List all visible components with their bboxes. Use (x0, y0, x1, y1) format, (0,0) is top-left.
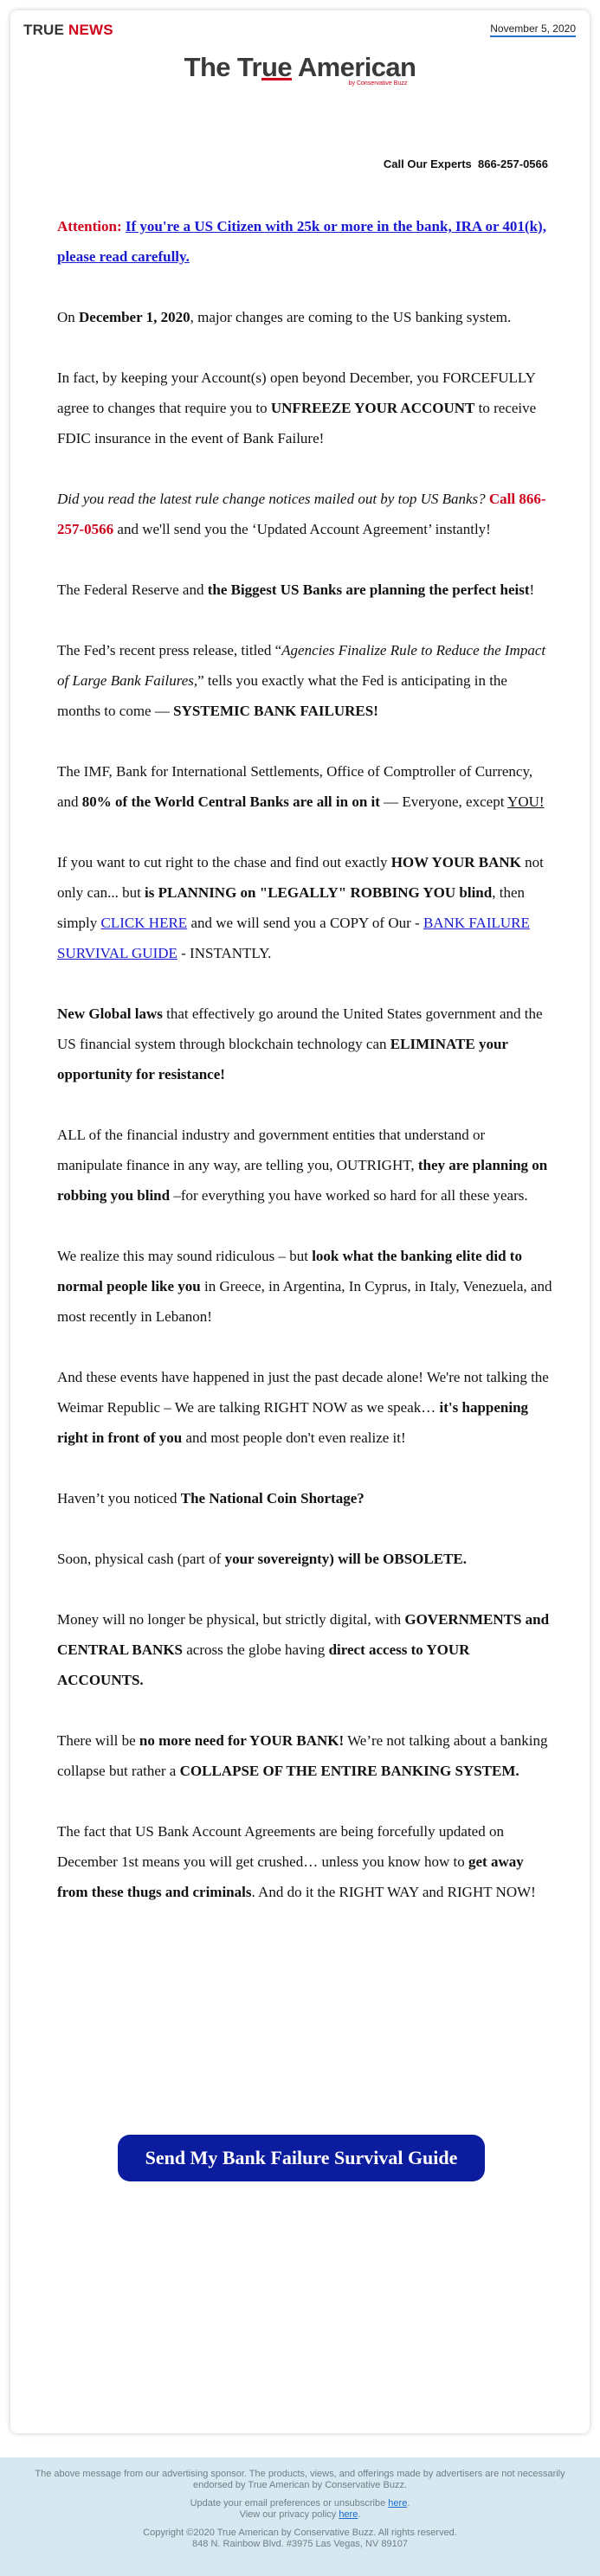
email-body (57, 211, 552, 1937)
call-phone[interactable]: 866-257-0566 (478, 157, 548, 170)
paragraph: The Federal Reserve and the Biggest US Banks are planning the perfect heist! (57, 581, 535, 598)
brand-true: TRUE (23, 22, 65, 38)
paragraph: ALL of the financial industry and government entities that understand or manipulate finance in any way, are telling you, OUTRIGHT, they are planning on robbing you blind –for everything you have worked so hard for all these years. (57, 1127, 548, 1204)
paragraph: On December 1, 2020, major changes are coming to the US banking system. (57, 309, 512, 325)
paragraph: Soon, physical cash (part of your sovereignty) will be OBSOLETE. (57, 1551, 468, 1567)
privacy-link[interactable]: here (339, 2509, 358, 2520)
paragraph: And these events have happened in just the past decade alone! We're not talking the Weimar Republic – We are talking RIGHT NOW as we speak… it's happening right in front of you and most people don't even realize it! (57, 1369, 549, 1446)
survival-guide-link[interactable]: BANK FAILURE SURVIVAL GUIDE (57, 915, 530, 961)
paragraph: Money will no longer be physical, but strictly digital, with GOVERNMENTS and CENTRAL BANKS across the globe having direct access to YOUR ACCOUNTS. (57, 1611, 550, 1688)
paragraph: New Global laws that effectively go around the United States government and the US financial system through blockchain technology can ELIMINATE your opportunity for resistance! (57, 1005, 543, 1082)
paragraph: The Fed’s recent press release, titled “Agencies Finalize Rule to Reduce the Impact of Large Bank Failures,” tells you exactly what the Fed is anticipating in the months to come — SYSTEMIC BANK FAILURES! (57, 642, 546, 719)
paragraph: The IMF, Bank for International Settlements, Office of Comptroller of Currency, and 80% of the World Central Banks are all in on it — Everyone, except YOU! (57, 763, 545, 810)
call-experts (384, 157, 548, 170)
click-here-link[interactable]: CLICK HERE (100, 915, 188, 931)
site-logo (10, 52, 590, 87)
email-footer (0, 2457, 600, 2576)
logo-title: The True American (184, 52, 416, 82)
brand-news: NEWS (68, 22, 113, 38)
logo-subtitle: by Conservative Buzz (348, 80, 408, 87)
paragraph: The fact that US Bank Account Agreements are being forcefully updated on December 1st means you will get crushed… unless you know how to get away from these thugs and criminals. And do it the RIGHT WAY and RIGHT NOW! (57, 1823, 536, 1900)
call-label: Call Our Experts (383, 157, 472, 170)
paragraph: There will be no more need for YOUR BANK! We’re not talking about a banking collapse but rather a COLLAPSE OF THE ENTIRE BANKING SYSTEM. (57, 1732, 548, 1779)
paragraph: We realize this may sound ridiculous – but look what the banking elite did to normal people like you in Greece, in Argentina, In Cyprus, in Italy, Venezuela, and most recently in Lebanon! (57, 1248, 552, 1325)
paragraph: Did you read the latest rule change notices mailed out by top US Banks? Call 866-257-0566 and we'll send you the ‘Updated Account Agreement’ instantly! (57, 491, 546, 537)
paragraph: If you want to cut right to the chase and find out exactly HOW YOUR BANK not only can... but is PLANNING on "LEGALLY" ROBBING YOU blind, then simply CLICK HERE and we will send you a COPY of Our - BANK FAILURE SURVIVAL GUIDE - INSTANTLY. (57, 854, 544, 961)
footer-address: 848 N. Rainbow Blvd. #3975 Las Vegas, NV 89107 (192, 2539, 408, 2549)
brand-wordmark (23, 22, 113, 39)
attention-link[interactable]: If you're a US Citizen with 25k or more in the bank, IRA or 401(k), please read carefully. (57, 218, 546, 265)
footer-disclaimer: The above message from our advertising sponsor. The products, views, and offerings made by advertisers are not necessarily endorsed by True American by Conservative Buzz. (35, 2469, 565, 2490)
call-phone-inline[interactable]: Call 866-257-0566 (57, 491, 546, 537)
footer-links: Update your email preferences or unsubscribe here. View our privacy policy here. (190, 2498, 410, 2520)
paragraph: Haven’t you noticed The National Coin Shortage? (57, 1490, 365, 1506)
paragraph: In fact, by keeping your Account(s) open beyond December, you FORCEFULLY agree to changes that require you to UNFREEZE YOUR ACCOUNT to receive FDIC insurance in the event of Bank Failure! (57, 369, 537, 446)
unsubscribe-link[interactable]: here (388, 2498, 408, 2509)
attention-paragraph: Attention: If you're a US Citizen with 25k or more in the bank, IRA or 401(k), please read carefully. (57, 218, 546, 265)
send-guide-button[interactable]: Send My Bank Failure Survival Guide (118, 2135, 485, 2181)
footer-copyright: Copyright ©2020 True American by Conservative Buzz. All rights reserved. 848 N. Rainbow Blvd. #3975 Las Vegas, NV 89107 (143, 2528, 457, 2549)
issue-date: November 5, 2020 (490, 22, 576, 37)
email-card (10, 10, 590, 2433)
